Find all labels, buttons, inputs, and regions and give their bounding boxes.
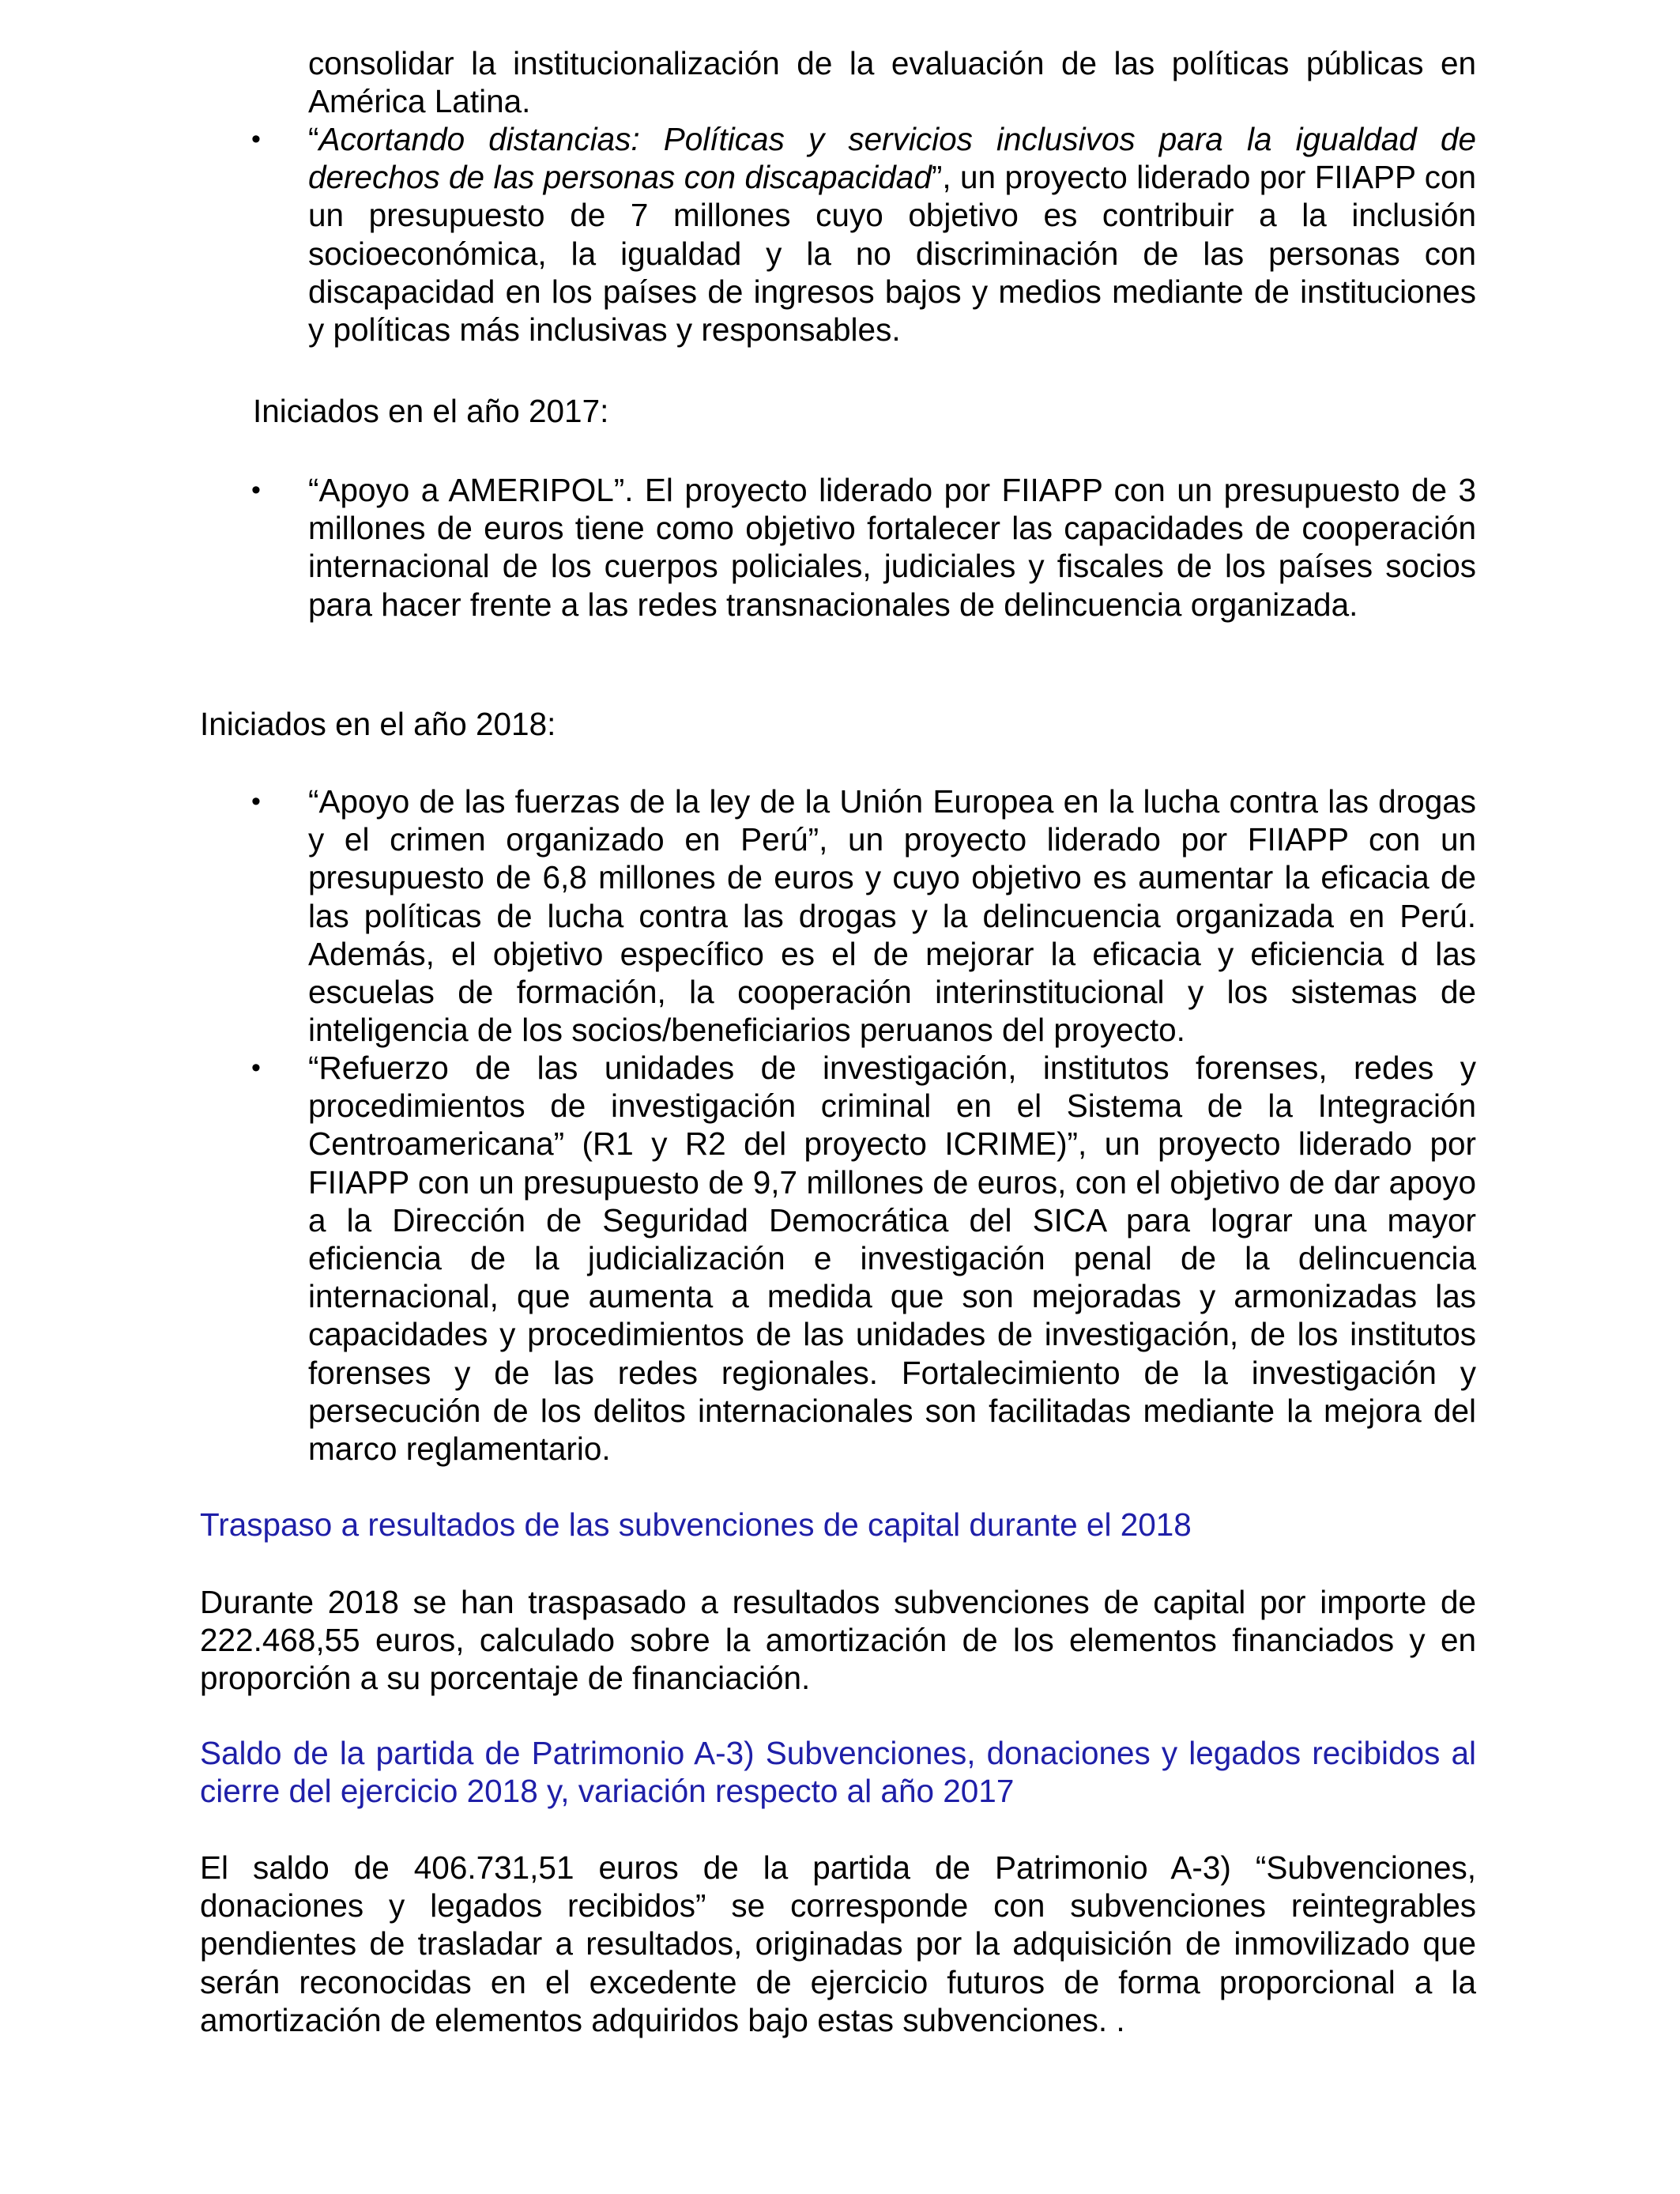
bullet-icon: •: [251, 124, 261, 154]
heading-2017: Iniciados en el año 2017:: [253, 393, 609, 429]
list-item-peru: “Apoyo de las fuerzas de la ley de la Unión Europea en la lucha contra las drogas y el crimen organizado en Perú”, un proyecto liderado por FIIAPP con un presupuesto de 6,8 millones de euros y cuyo objetivo es aumentar la eficacia de las políticas de lucha contra las drogas y la delincuencia organizada en Perú. Además, el objetivo específico es el de mejorar la eficacia y eficiencia d las escuelas de formación, la cooperación interinstitucional y los sistemas de inteligencia de los socios/beneficiarios peruanos del proyecto.: [308, 783, 1476, 1049]
list-item-ameripol: “Apoyo a AMERIPOL”. El proyecto liderado por FIIAPP con un presupuesto de 3 millones de euros tiene como objetivo fortalecer las capacidades de cooperación internacional de los cuerpos policiales, judiciales y fiscales de los países socios para hacer frente a las redes transnacionales de delincuencia organizada.: [308, 472, 1476, 623]
open-quote: “: [308, 121, 319, 157]
project-description: ”, un proyecto liderado por FIIAPP con un presupuesto de 7 millones cuyo objetivo es contribuir a la inclusión socioeconómica, la igualdad y la no discriminación de las personas con discapacidad en los países de ingresos bajos y medios mediante de instituciones y políticas más inclusivas y responsables.: [308, 159, 1476, 349]
list-item-continuation: consolidar la institucionalización de la evaluación de las políticas públicas en América Latina.: [308, 45, 1476, 120]
section-heading-saldo: Saldo de la partida de Patrimonio A-3) Subvenciones, donaciones y legados recibidos al cierre del ejercicio 2018 y, variación respecto al año 2017: [200, 1735, 1476, 1810]
paragraph-traspaso: Durante 2018 se han traspasado a resultados subvenciones de capital por importe de 222.468,55 euros, calculado sobre la amortización de los elementos financiados y en proporción a su porcentaje de financiación.: [200, 1584, 1476, 1697]
bullet-icon: •: [251, 1053, 261, 1083]
list-item-acortando: [308, 120, 1476, 349]
heading-2018: Iniciados en el año 2018:: [200, 706, 556, 742]
bullet-icon: •: [251, 786, 261, 816]
list-item-icrime: “Refuerzo de las unidades de investigación, institutos forenses, redes y procedimientos de investigación criminal en el Sistema de la Integración Centroamericana” (R1 y R2 del proyecto ICRIME)”, un proyecto liderado por FIIAPP con un presupuesto de 9,7 millones de euros, con el objetivo de dar apoyo a la Dirección de Seguridad Democrática del SICA para lograr una mayor eficiencia de la judicialización e investigación penal de la delincuencia internacional, que aumenta a medida que son mejoradas y armonizadas las capacidades y procedimientos de las unidades de investigación, de los institutos forenses y de las redes regionales. Fortalecimiento de la investigación y persecución de los delitos internacionales son facilitadas mediante la mejora del marco reglamentario.: [308, 1050, 1476, 1468]
project-title-italic: Acortando distancias: Políticas y servicios inclusivos para la igualdad de derechos de las personas con discapacidad: [308, 121, 1476, 196]
section-heading-traspaso: Traspaso a resultados de las subvenciones de capital durante el 2018: [200, 1506, 1192, 1543]
bullet-icon: •: [251, 475, 261, 505]
paragraph-saldo: El saldo de 406.731,51 euros de la partida de Patrimonio A-3) “Subvenciones, donaciones y legados recibidos” se corresponde con subvenciones reintegrables pendientes de trasladar a resultados, originadas por la adquisición de inmovilizado que serán reconocidas en el excedente de ejercicio futuros de forma proporcional a la amortización de elementos adquiridos bajo estas subvenciones. .: [200, 1849, 1476, 2038]
